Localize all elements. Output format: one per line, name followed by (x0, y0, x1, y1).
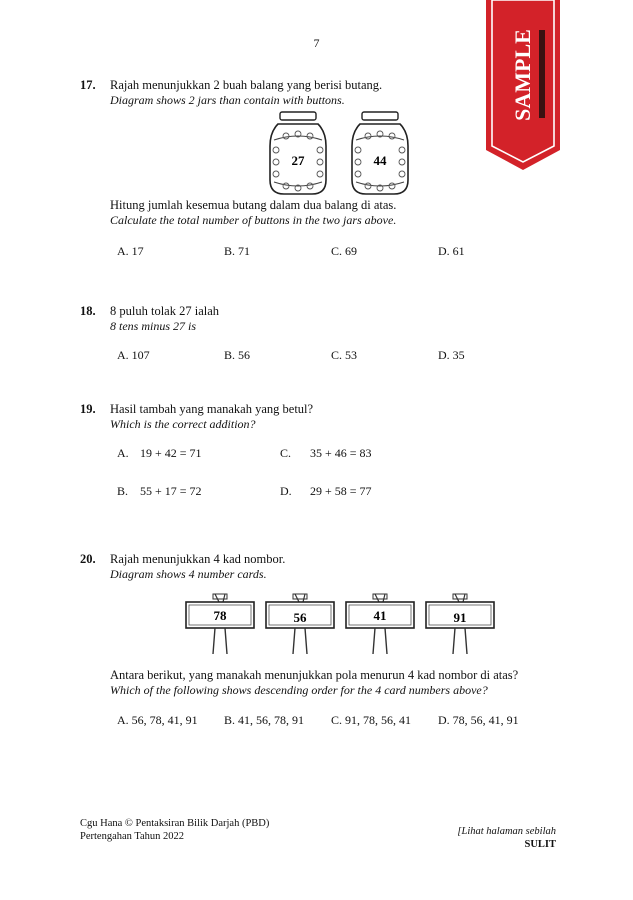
q17-option-c[interactable]: C. 69 (331, 244, 358, 258)
q18-option-b[interactable]: B. 56 (224, 348, 251, 362)
page-number: 7 (313, 36, 320, 50)
number-card-3 (346, 594, 414, 654)
q19-option-c-letter[interactable]: C. (280, 446, 292, 460)
sample-ribbon (484, 0, 562, 172)
ribbon-strip (539, 30, 545, 118)
q19-number: 19. (80, 402, 96, 416)
jars-diagram (266, 110, 416, 196)
q19-option-a-text[interactable]: 19 + 42 = 71 (140, 446, 202, 460)
q20-text-en: Diagram shows 4 number cards. (110, 567, 267, 581)
q17-instruction-en: Calculate the total number of buttons in the two jars above. (110, 213, 397, 227)
card-3-value: 41 (373, 608, 387, 623)
q18-text-en: 8 tens minus 27 is (110, 319, 197, 333)
jar-1-count: 27 (291, 153, 305, 168)
card-1-value: 78 (213, 608, 227, 623)
card-2-value: 56 (293, 610, 307, 625)
q17-text-en: Diagram shows 2 jars than contain with buttons. (110, 93, 345, 107)
footer-left-line2: Pertengahan Tahun 2022 (80, 831, 185, 842)
number-cards-diagram (183, 592, 503, 656)
q20-option-a[interactable]: A. 56, 78, 41, 91 (117, 713, 198, 727)
q19-option-b-letter[interactable]: B. (117, 484, 129, 498)
footer-left-line1: Cgu Hana © Pentaksiran Bilik Darjah (PBD) (80, 818, 270, 829)
q19-option-d-letter[interactable]: D. (280, 484, 292, 498)
q18-number: 18. (80, 304, 96, 318)
q19-option-a-letter[interactable]: A. (117, 446, 129, 460)
q17-option-a[interactable]: A. 17 (117, 244, 144, 258)
q19-option-b-text[interactable]: 55 + 17 = 72 (140, 484, 202, 498)
q19-option-c-text[interactable]: 35 + 46 = 83 (310, 446, 372, 460)
q17-instruction-ms: Hitung jumlah kesemua butang dalam dua balang di atas. (110, 198, 397, 212)
q18-option-c[interactable]: C. 53 (331, 348, 358, 362)
q19-text-en: Which is the correct addition? (110, 417, 256, 431)
q17-text-ms: Rajah menunjukkan 2 buah balang yang berisi butang. (110, 78, 383, 92)
q17-option-b[interactable]: B. 71 (224, 244, 251, 258)
q18-text-ms: 8 puluh tolak 27 ialah (110, 304, 220, 318)
q19-option-d-text[interactable]: 29 + 58 = 77 (310, 484, 372, 498)
q17-number: 17. (80, 78, 96, 92)
q20-instruction-en: Which of the following shows descending order for the 4 card numbers above? (110, 683, 488, 697)
sample-label: SAMPLE (510, 29, 535, 121)
footer-right-line2: SULIT (524, 839, 556, 850)
q20-instruction-ms: Antara berikut, yang manakah menunjukkan pola menurun 4 kad nombor di atas? (110, 668, 519, 682)
q20-number: 20. (80, 552, 96, 566)
q20-option-c[interactable]: C. 91, 78, 56, 41 (331, 713, 412, 727)
number-card-4 (426, 594, 494, 654)
q20-option-b[interactable]: B. 41, 56, 78, 91 (224, 713, 305, 727)
q18-option-d[interactable]: D. 35 (438, 348, 465, 362)
jar-2-count: 44 (373, 153, 387, 168)
card-4-value: 91 (453, 610, 467, 625)
jar-2 (352, 112, 408, 194)
q19-text-ms: Hasil tambah yang manakah yang betul? (110, 402, 314, 416)
q18-option-a[interactable]: A. 107 (117, 348, 150, 362)
jar-1 (270, 112, 326, 194)
number-card-1 (186, 594, 254, 654)
number-card-2 (266, 594, 334, 654)
q17-option-d[interactable]: D. 61 (438, 244, 465, 258)
footer-right-line1: [Lihat halaman sebilah (457, 826, 556, 837)
q20-text-ms: Rajah menunjukkan 4 kad nombor. (110, 552, 286, 566)
q20-option-d[interactable]: D. 78, 56, 41, 91 (438, 713, 519, 727)
